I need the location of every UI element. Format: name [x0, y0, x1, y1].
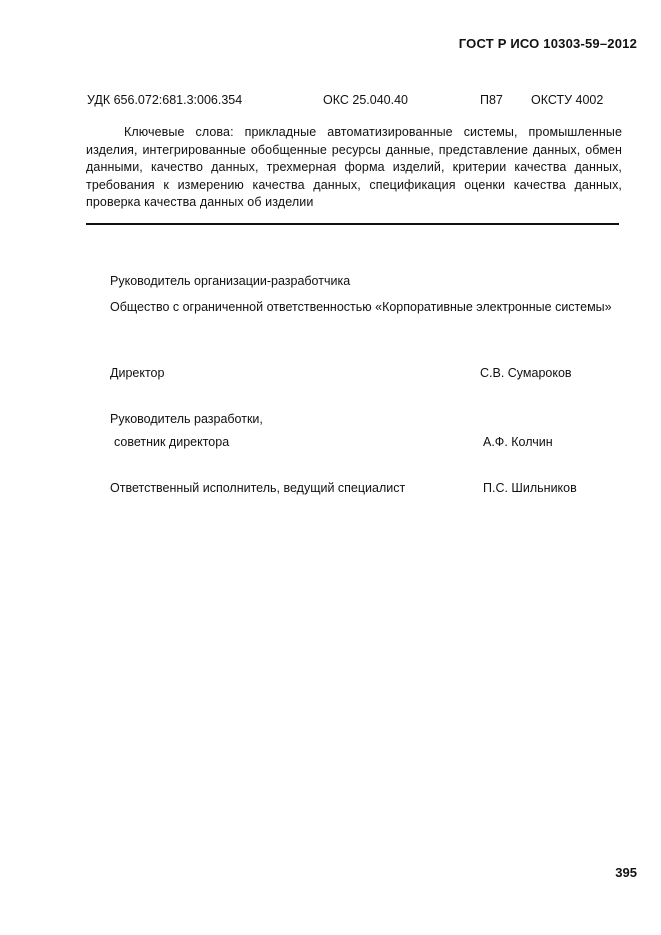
keywords-paragraph: Ключевые слова: прикладные автоматизированные системы, промышленные изделия, интегрированные обобщенные ресурсы данные, представление данных, обмен данными, качество данных, трехмерная форма изделий, критерии качества данных, требования к измерению качества данных, спецификация оценки качества данных, проверка качества данных об изделии	[86, 125, 622, 209]
organization-name: Общество с ограниченной ответственностью «Корпоративные электронные системы»	[110, 300, 612, 314]
udk-code: УДК 656.072:681.3:006.354	[87, 93, 243, 107]
signatory-name: А.Ф. Колчин	[483, 435, 553, 449]
organization-head-label: Руководитель организации-разработчика	[110, 274, 351, 288]
oks-code: ОКС 25.040.40	[323, 93, 408, 107]
document-code: ГОСТ Р ИСО 10303-59–2012	[458, 36, 637, 51]
p-code: П87	[480, 93, 503, 107]
okstu-code: ОКСТУ 4002	[531, 93, 604, 107]
signatory-role: Руководитель разработки,	[110, 412, 263, 426]
signatory-role: Директор	[110, 366, 165, 380]
signatory-name: С.В. Сумароков	[480, 366, 572, 380]
signatory-role: советник директора	[114, 435, 230, 449]
signatory-role: Ответственный исполнитель, ведущий специалист	[110, 481, 406, 495]
signatory-name: П.С. Шильников	[483, 481, 577, 495]
page-number: 395	[615, 865, 637, 880]
separator-rule	[86, 223, 619, 225]
